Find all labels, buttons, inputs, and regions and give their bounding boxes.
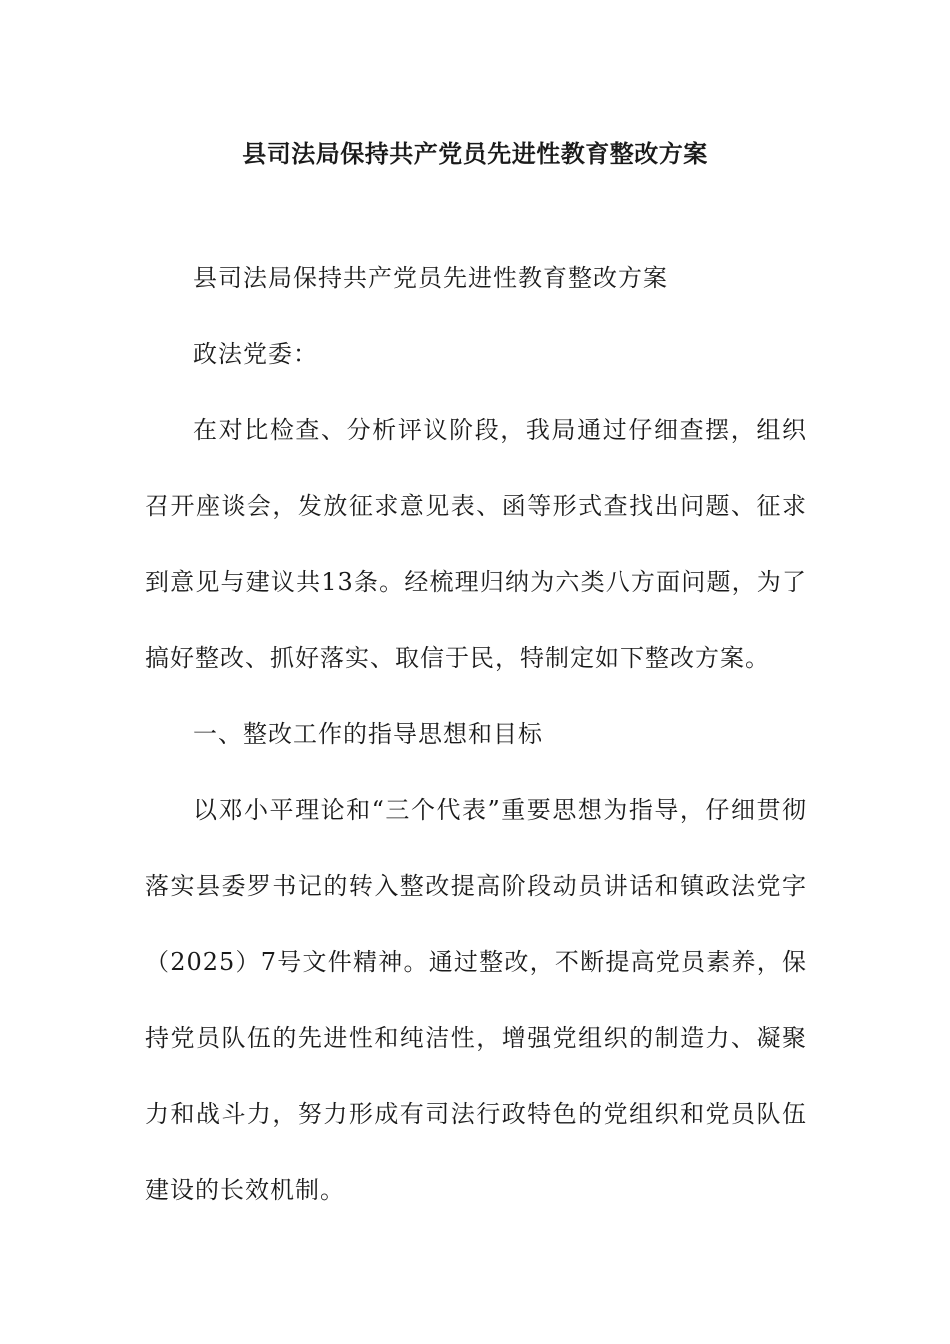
document-title: 县司法局保持共产党员先进性教育整改方案 <box>242 139 708 168</box>
paragraph-intro <box>145 392 807 696</box>
paragraph-text: 在对比检查、分析评议阶段，我局通过仔细查摆，组织召开座谈会，发放征求意见表、函等形式查找出问题、征求到意见与建议共13条。经梳理归纳为六类八方面问题，为了搞好整改、抓好落实、取信于民，特制定如下整改方案。 <box>145 416 807 672</box>
paragraph-text: 县司法局保持共产党员先进性教育整改方案 <box>193 264 668 292</box>
paragraph-guiding-thought <box>145 772 807 1228</box>
paragraph-text: 政法党委： <box>193 340 318 368</box>
paragraph-addressee <box>145 316 807 392</box>
paragraph-text: 一、整改工作的指导思想和目标 <box>193 720 543 748</box>
paragraph-text: 以邓小平理论和“三个代表”重要思想为指导，仔细贯彻落实县委罗书记的转入整改提高阶段动员讲话和镇政法党字（2025）7号文件精神。通过整改，不断提高党员素养，保持党员队伍的先进性和纯洁性，增强党组织的制造力、凝聚力和战斗力，努力形成有司法行政特色的党组织和党员队伍建设的长效机制。 <box>145 796 807 1204</box>
paragraph-subtitle <box>145 240 807 316</box>
section-heading-1 <box>145 696 807 772</box>
